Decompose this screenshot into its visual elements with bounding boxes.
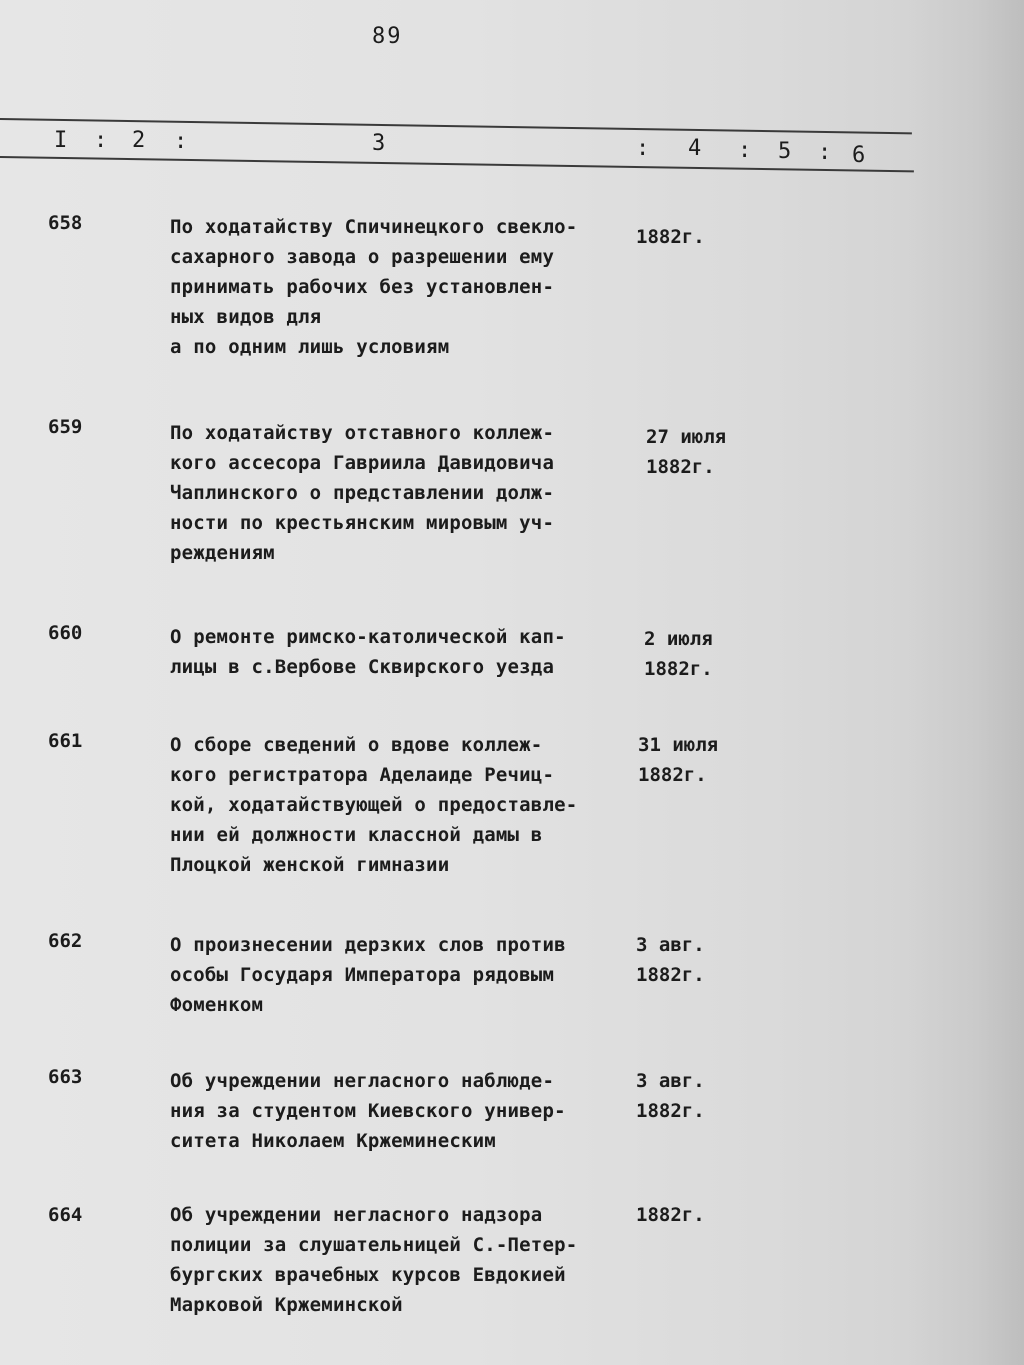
entry-date	[636, 1066, 766, 1126]
entry-date-line: 31 июля	[638, 734, 719, 756]
header-bottom-rule	[0, 156, 914, 172]
entry-line: кого регистратора Аделаиде Речиц-	[170, 764, 555, 786]
entry-line: ных видов для	[170, 306, 322, 328]
entry-date	[636, 1200, 766, 1230]
entry-date	[644, 624, 774, 684]
entry-line: кого ассесора Гавриила Давидовича	[170, 452, 555, 474]
entry-date-line: 2 июля	[644, 628, 713, 650]
entry-description	[170, 622, 640, 682]
entry-description	[170, 930, 640, 1020]
entry-number: 660	[48, 622, 83, 644]
entry-number: 659	[48, 416, 83, 438]
entry-date-line: 1882г.	[636, 964, 705, 986]
entry-line: Об учреждении негласного надзора	[170, 1204, 543, 1226]
entry-line: ния за студентом Киевского универ-	[170, 1100, 566, 1122]
entry-line: принимать рабочих без установлен-	[170, 276, 555, 298]
entry-line: бургских врачебных курсов Евдокией	[170, 1264, 566, 1286]
entry-date-line: 1882г.	[638, 764, 707, 786]
column-header-5: 5	[778, 139, 792, 164]
column-header-1: I	[54, 128, 68, 153]
entry-line: сахарного завода о разрешении ему	[170, 246, 555, 268]
entry-date	[636, 930, 766, 990]
entry-line: Плоцкой женской гимназии	[170, 854, 450, 876]
entry-line: Об учреждении негласного наблюде-	[170, 1070, 555, 1092]
entry-number: 661	[48, 730, 83, 752]
page-shadow	[904, 0, 1024, 1365]
column-separator: :	[818, 140, 832, 165]
entry-line: кой, ходатайствующей о предоставле-	[170, 794, 578, 816]
entry-description	[170, 1200, 640, 1320]
entry-line: Марковой Кржеминской	[170, 1294, 403, 1316]
entry-date-line: 1882г.	[636, 1100, 705, 1122]
entry-line: а по одним лишь условиям	[170, 336, 450, 358]
column-separator: :	[94, 128, 108, 153]
entry-date-line: 1882г.	[644, 658, 713, 680]
entry-number: 658	[48, 212, 83, 234]
entry-date	[636, 222, 766, 252]
entry-date-line: 3 авг.	[636, 934, 705, 956]
entry-number: 663	[48, 1066, 83, 1088]
column-separator: :	[738, 138, 752, 163]
entry-date-line: 27 июля	[646, 426, 727, 448]
entry-line: лицы в с.Вербове Сквирского уезда	[170, 656, 555, 678]
entry-line: ситета Николаем Кржеминеским	[170, 1130, 496, 1152]
entry-number: 662	[48, 930, 83, 952]
entry-line: По ходатайству отставного коллеж-	[170, 422, 555, 444]
column-separator: :	[174, 129, 188, 154]
entry-line: О сборе сведений о вдове коллеж-	[170, 734, 543, 756]
entry-line: нии ей должности классной дамы в	[170, 824, 543, 846]
entry-line: Чаплинского о представлении долж-	[170, 482, 555, 504]
entry-description	[170, 730, 640, 880]
entry-date-line: 1882г.	[636, 226, 705, 248]
entry-number: 664	[48, 1204, 83, 1226]
entry-line: Фоменком	[170, 994, 264, 1016]
column-separator: :	[636, 136, 650, 161]
entry-description	[170, 418, 640, 568]
entry-line: ности по крестьянским мировым уч-	[170, 512, 555, 534]
entry-date	[638, 730, 768, 790]
entry-date-line: 1882г.	[646, 456, 715, 478]
entry-line: особы Государя Императора рядовым	[170, 964, 555, 986]
entry-description	[170, 212, 640, 362]
entry-date-line: 1882г.	[636, 1204, 705, 1226]
entry-line: О произнесении дерзких слов против	[170, 934, 566, 956]
entry-line: По ходатайству Спичинецкого свекло-	[170, 216, 578, 238]
column-header-6: 6	[852, 143, 866, 168]
entry-line: реждениям	[170, 542, 275, 564]
entry-description	[170, 1066, 640, 1156]
column-header-2: 2	[132, 128, 146, 153]
entry-date	[646, 422, 776, 482]
entry-line: полиции за слушательницей С.-Петер-	[170, 1234, 578, 1256]
entry-date-line: 3 авг.	[636, 1070, 705, 1092]
page-number: 89	[372, 24, 403, 49]
column-header-3: 3	[372, 131, 386, 156]
entry-line: О ремонте римско-католической кап-	[170, 626, 566, 648]
column-header-4: 4	[688, 136, 702, 161]
